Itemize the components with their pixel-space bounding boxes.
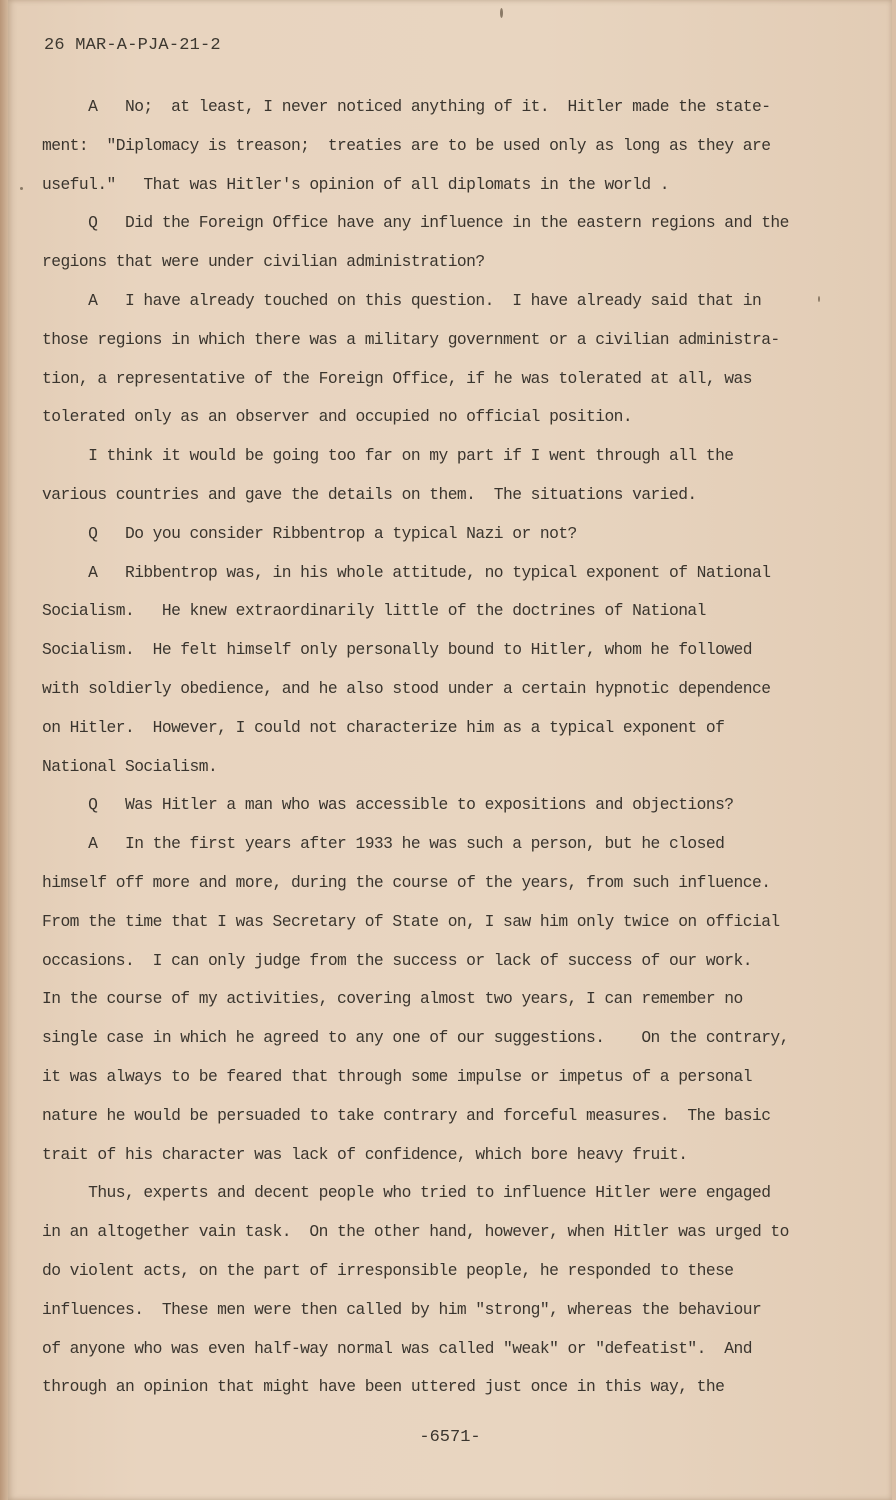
text-line: regions that were under civilian administration? <box>42 252 485 272</box>
document-header: 26 MAR-A-PJA-21-2 <box>44 36 221 55</box>
paper-speck <box>818 296 820 302</box>
page-left-edge <box>0 0 8 1500</box>
text-line: influences. These men were then called by him "strong", whereas the behaviour <box>42 1299 762 1319</box>
text-line: single case in which he agreed to any one of our suggestions. On the contrary, <box>42 1028 789 1048</box>
text-line: Q Did the Foreign Office have any influence in the eastern regions and the <box>42 213 789 233</box>
text-line: Q Was Hitler a man who was accessible to expositions and objections? <box>42 795 734 815</box>
text-line: National Socialism. <box>42 756 218 776</box>
text-line: occasions. I can only judge from the success or lack of success of our work. <box>42 950 752 970</box>
text-line: through an opinion that might have been uttered just once in this way, the <box>42 1377 725 1397</box>
text-line: himself off more and more, during the course of the years, from such influence. <box>42 872 771 892</box>
text-line: ment: "Diplomacy is treason; treaties are to be used only as long as they are <box>42 135 771 155</box>
text-line: tolerated only as an observer and occupied no official position. <box>42 407 633 427</box>
text-line: trait of his character was lack of confidence, which bore heavy fruit. <box>42 1144 688 1164</box>
paper-speck <box>500 8 503 18</box>
text-line: Thus, experts and decent people who tried to influence Hitler were engaged <box>42 1183 771 1203</box>
text-line: various countries and gave the details on them. The situations varied. <box>42 484 697 504</box>
page-number: -6571- <box>419 1428 481 1447</box>
document-body <box>42 88 832 1407</box>
text-line: those regions in which there was a military government or a civilian administra- <box>42 329 780 349</box>
paper-speck <box>20 187 23 190</box>
text-line: do violent acts, on the part of irresponsible people, he responded to these <box>42 1260 734 1280</box>
document-page <box>8 0 892 1500</box>
text-line: Socialism. He knew extraordinarily little of the doctrines of National <box>42 601 706 621</box>
text-line: A Ribbentrop was, in his whole attitude, no typical exponent of National <box>42 562 771 582</box>
text-line: A I have already touched on this question. I have already said that in <box>42 290 762 310</box>
text-line: I think it would be going too far on my part if I went through all the <box>42 446 734 466</box>
text-line: A No; at least, I never noticed anything of it. Hitler made the state- <box>42 97 771 116</box>
text-line: From the time that I was Secretary of State on, I saw him only twice on official <box>42 911 780 931</box>
text-line: on Hitler. However, I could not characterize him as a typical exponent of <box>42 717 725 737</box>
text-line: in an altogether vain task. On the other hand, however, when Hitler was urged to <box>42 1222 789 1242</box>
text-line: tion, a representative of the Foreign Office, if he was tolerated at all, was <box>42 368 752 388</box>
text-line: Q Do you consider Ribbentrop a typical Nazi or not? <box>42 523 577 543</box>
text-line: Socialism. He felt himself only personally bound to Hitler, whom he followed <box>42 640 752 660</box>
text-line: nature he would be persuaded to take contrary and forceful measures. The basic <box>42 1105 771 1125</box>
text-line: with soldierly obedience, and he also stood under a certain hypnotic dependence <box>42 678 771 698</box>
text-line: A In the first years after 1933 he was such a person, but he closed <box>42 834 725 854</box>
text-line: useful." That was Hitler's opinion of all diplomats in the world . <box>42 174 669 194</box>
text-line: In the course of my activities, covering almost two years, I can remember no <box>42 989 743 1009</box>
text-line: it was always to be feared that through some impulse or impetus of a personal <box>42 1066 752 1086</box>
text-line: of anyone who was even half-way normal was called "weak" or "defeatist". And <box>42 1338 752 1358</box>
